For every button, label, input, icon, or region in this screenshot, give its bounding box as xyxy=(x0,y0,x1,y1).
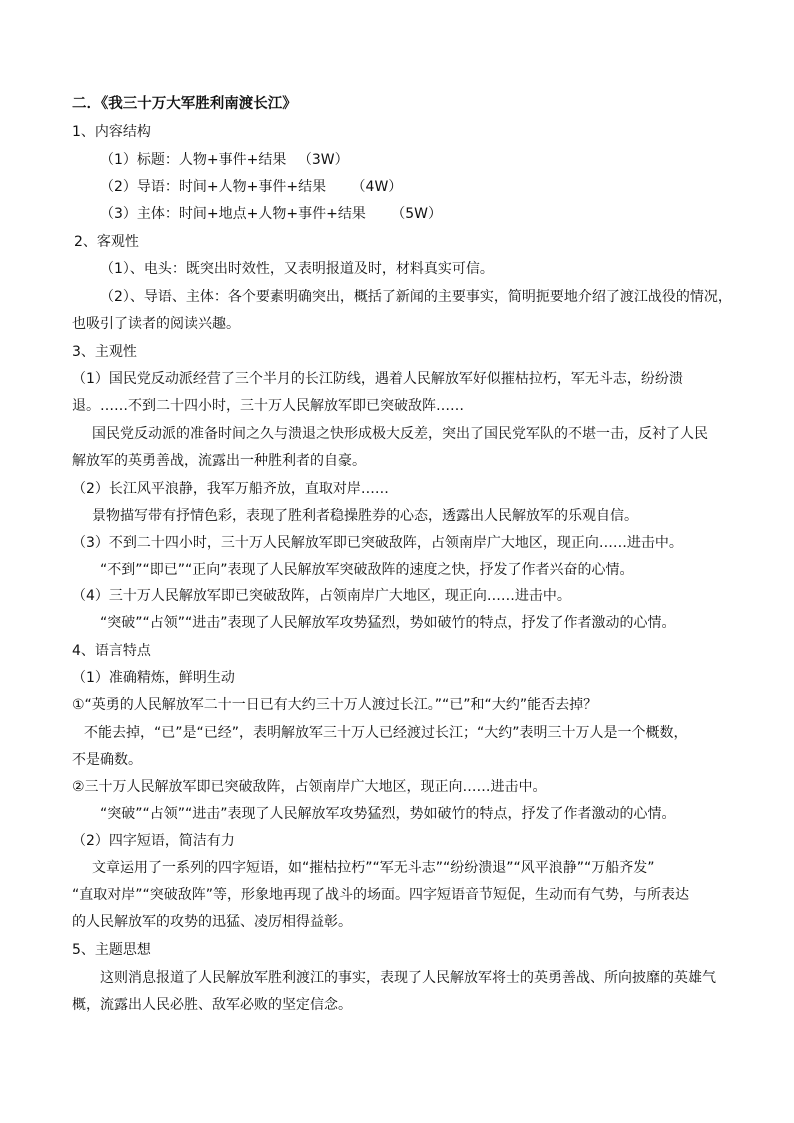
theme-paragraph-line-2: 概，流露出人民必胜、敌军必败的坚定信念。 xyxy=(72,997,352,1013)
language-paragraph-line-3: 的人民解放军的攻势的迅猛、凌厉相得益彰。 xyxy=(72,914,352,930)
subjectivity-analysis-2: 景物描写带有抒情色彩，表现了胜利者稳操胜券的心态，透露出人民解放军的乐观自信。 xyxy=(92,508,638,524)
structure-item-title: （1）标题：人物+事件+结果 （3W） xyxy=(100,152,349,168)
heading-objectivity: 2、客观性 xyxy=(74,234,139,250)
objectivity-paragraph-2-line-2: 也吸引了读者的阅读兴趣。 xyxy=(72,316,240,332)
subjectivity-example-1-line-2: 退。……不到二十四小时，三十万人民解放军即已突破敌阵…… xyxy=(72,398,464,414)
language-answer-1-line-2: 不是确数。 xyxy=(72,752,142,768)
language-question-2: ②三十万人民解放军即已突破敌阵，占领南岸广大地区，现正向……进击中。 xyxy=(72,779,547,795)
heading-content-structure: 1、内容结构 xyxy=(72,124,151,140)
language-answer-2: “突破”“占领”“进击”表现了人民解放军攻势猛烈，势如破竹的特点，抒发了作者激动的心情。 xyxy=(100,806,676,822)
heading-theme: 5、主题思想 xyxy=(72,942,151,958)
heading-subjectivity: 3、主观性 xyxy=(72,344,137,360)
subjectivity-analysis-3: “不到”“即已”“正向”表现了人民解放军突破敌阵的速度之快，抒发了作者兴奋的心情。 xyxy=(100,562,634,578)
heading-language-features: 4、语言特点 xyxy=(72,643,151,659)
subjectivity-example-4: （4）三十万人民解放军即已突破敌阵，占领南岸广大地区，现正向……进击中。 xyxy=(72,588,571,604)
language-answer-1-line-1: 不能去掉，“已”是“已经”，表明解放军三十万人已经渡过长江；“大约”表明三十万人是一个概数， xyxy=(84,725,688,741)
theme-paragraph-line-1: 这则消息报道了人民解放军胜利渡江的事实，表现了人民解放军将士的英勇善战、所向披靡的英雄气 xyxy=(100,970,716,986)
language-subheading-1: （1）准确精炼，鲜明生动 xyxy=(72,670,235,686)
structure-item-body: （3）主体：时间+地点+人物+事件+结果 （5W） xyxy=(100,206,443,222)
subjectivity-example-2: （2）长江风平浪静，我军万船齐放，直取对岸…… xyxy=(72,481,389,497)
language-question-1: ①“英勇的人民解放军二十一日已有大约三十万人渡过长江。”“已”和“大约”能否去掉？ xyxy=(72,697,598,713)
objectivity-paragraph-2-line-1: （2）、导语、主体：各个要素明确突出，概括了新闻的主要事实，简明扼要地介绍了渡江战役的情况， xyxy=(100,289,732,305)
language-paragraph-line-1: 文章运用了一系列的四字短语，如“摧枯拉朽”“军无斗志”“纷纷溃退”“风平浪静”“万船齐发” xyxy=(92,860,655,876)
subjectivity-analysis-1-line-1: 国民党反动派的准备时间之久与溃退之快形成极大反差，突出了国民党军队的不堪一击，反衬了人民 xyxy=(92,426,708,442)
subjectivity-analysis-4: “突破”“占领”“进击”表现了人民解放军攻势猛烈，势如破竹的特点，抒发了作者激动的心情。 xyxy=(100,615,676,631)
subjectivity-analysis-1-line-2: 解放军的英勇善战，流露出一种胜利者的自豪。 xyxy=(72,453,366,469)
language-subheading-2: （2）四字短语，简洁有力 xyxy=(72,833,235,849)
subjectivity-example-1-line-1: （1）国民党反动派经营了三个半月的长江防线，遇着人民解放军好似摧枯拉朽，军无斗志，纷纷溃 xyxy=(72,371,683,387)
objectivity-paragraph-1: （1）、电头：既突出时效性，又表明报道及时，材料真实可信。 xyxy=(100,261,494,277)
language-paragraph-line-2: “直取对岸”“突破敌阵”等，形象地再现了战斗的场面。四字短语音节短促，生动而有气势，与所表达 xyxy=(72,887,690,903)
subjectivity-example-3: （3）不到二十四小时，三十万人民解放军即已突破敌阵，占领南岸广大地区，现正向……进击中。 xyxy=(72,535,683,551)
structure-item-lead: （2）导语：时间+人物+事件+结果 （4W） xyxy=(100,179,403,195)
section-title: 二．《我三十万大军胜利南渡长江》 xyxy=(72,96,297,112)
